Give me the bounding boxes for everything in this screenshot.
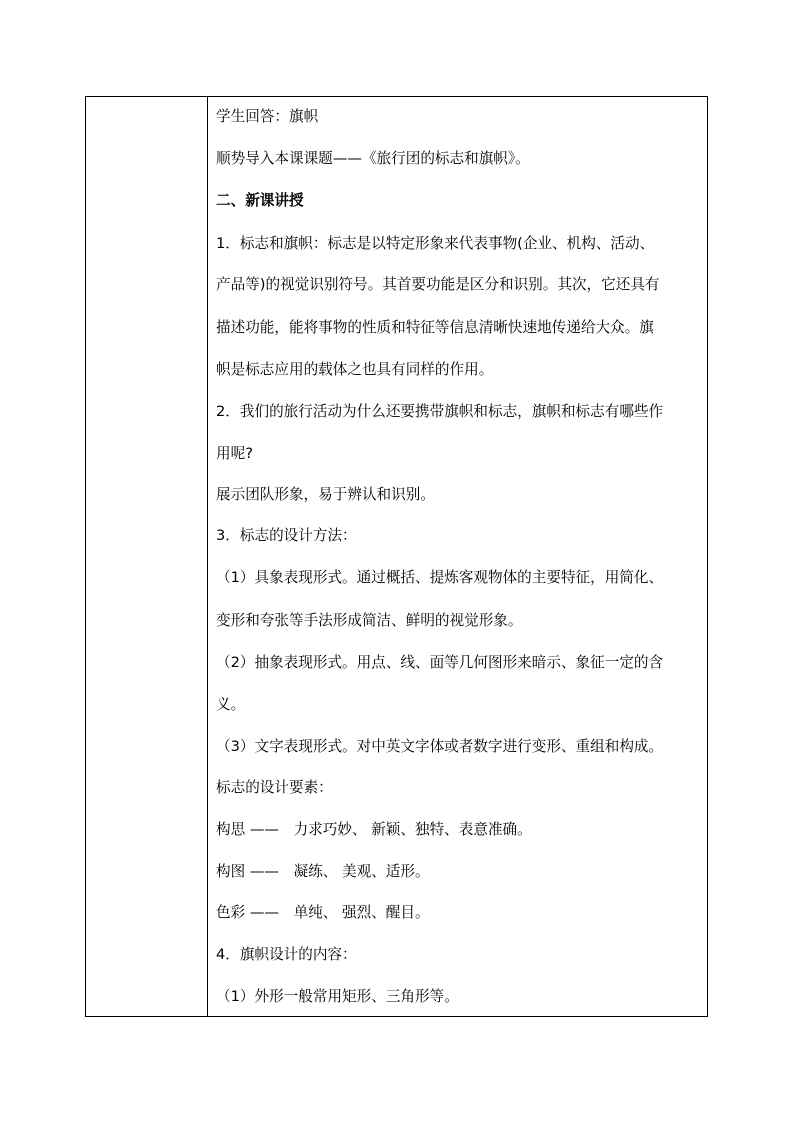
text-line: 义。 (216, 696, 246, 713)
text-line: 1．标志和旗帜：标志是以特定形象来代表事物(企业、机构、活动、 (216, 235, 655, 252)
text-line: （3）文字表现形式。对中英文字体或者数字进行变形、重组和构成。 (216, 738, 664, 755)
column-divider (207, 97, 208, 1016)
text-line: 构图 —— 凝练、 美观、适形。 (216, 863, 430, 880)
text-line: 构思 —— 力求巧妙、 新颖、独特、表意准确。 (216, 821, 532, 838)
text-line: （2）抽象表现形式。用点、线、面等几何图形来暗示、象征一定的含 (216, 654, 664, 671)
text-line: 色彩 —— 单纯、 强烈、醒目。 (216, 904, 430, 921)
text-line: 学生回答：旗帜 (216, 108, 319, 125)
text-line: 2．我们的旅行活动为什么还要携带旗帜和标志，旗帜和标志有哪些作 (216, 403, 664, 420)
text-line: 顺势导入本课课题——《旅行团的标志和旗帜》。 (216, 150, 530, 167)
text-line: （1）具象表现形式。通过概括、提炼客观物体的主要特征，用简化、 (216, 569, 664, 586)
text-line: 描述功能，能将事物的性质和特征等信息清晰快速地传递给大众。旗 (216, 319, 654, 336)
lesson-table (85, 96, 708, 1017)
text-line: 帜是标志应用的载体之也具有同样的作用。 (216, 361, 494, 378)
text-line: 变形和夸张等手法形成简洁、鲜明的视觉形象。 (216, 612, 523, 629)
text-line: 标志的设计要素： (216, 779, 333, 796)
text-line: 4．旗帜设计的内容： (216, 946, 357, 963)
text-line: 3．标志的设计方法： (216, 527, 357, 544)
section-heading: 二、新课讲授 (216, 192, 304, 209)
text-line: 产品等)的视觉识别符号。其首要功能是区分和识别。其次，它还具有 (216, 276, 660, 293)
text-line: （1）外形一般常用矩形、三角形等。 (216, 988, 459, 1005)
text-line: 用呢? (216, 445, 253, 462)
text-line: 展示团队形象，易于辨认和识别。 (216, 486, 435, 503)
